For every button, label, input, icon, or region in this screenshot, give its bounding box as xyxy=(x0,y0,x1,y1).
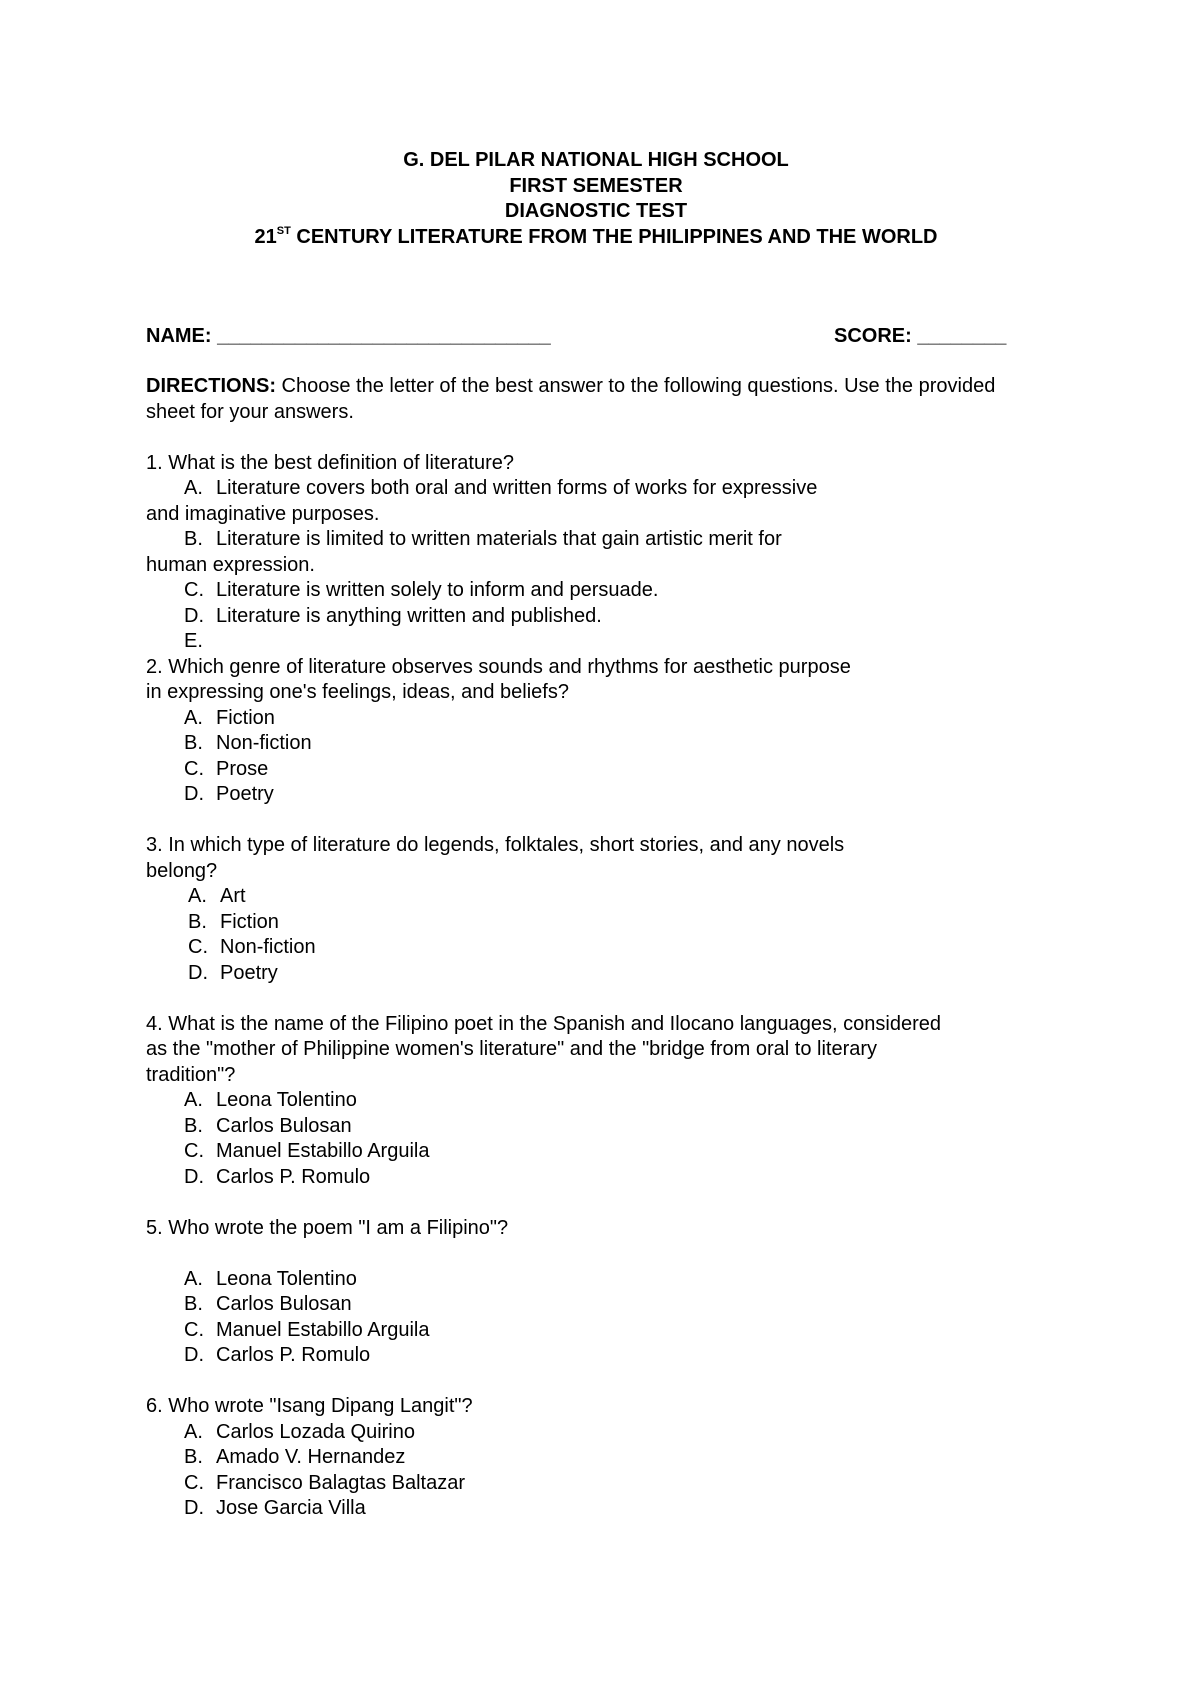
option-b-continuation: human expression. xyxy=(146,553,315,576)
question-text: 1. What is the best definition of literature? xyxy=(146,451,514,474)
score-field[interactable] xyxy=(834,324,1006,350)
name-blank: ______________________________ xyxy=(217,325,551,347)
question-text: 3. In which type of literature do legends, folktales, short stories, and any novels xyxy=(146,834,845,856)
option-c[interactable]: C. Manuel Estabillo Arguila xyxy=(184,1140,430,1162)
question-1 xyxy=(146,451,1046,655)
option-a[interactable]: A. Leona Tolentino xyxy=(184,1267,357,1290)
question-text-continuation: in expressing one's feelings, ideas, and beliefs? xyxy=(146,681,569,703)
option-b[interactable]: B. Non-fiction xyxy=(184,732,312,754)
school-name: G. DEL PILAR NATIONAL HIGH SCHOOL xyxy=(403,149,789,171)
option-b[interactable]: B. Literature is limited to written materials that gain artistic merit for xyxy=(184,528,782,550)
option-c[interactable]: C. Non-fiction xyxy=(188,936,316,958)
option-a[interactable]: A. Leona Tolentino xyxy=(184,1089,357,1111)
subject-rest: CENTURY LITERATURE FROM THE PHILIPPINES AND THE WORLD xyxy=(290,225,938,248)
question-text: 5. Who wrote the poem "I am a Filipino"? xyxy=(146,1216,509,1239)
option-d[interactable]: D. Carlos P. Romulo xyxy=(184,1165,371,1188)
question-text-continuation: belong? xyxy=(146,859,218,882)
option-c[interactable]: C. Manuel Estabillo Arguila xyxy=(184,1318,430,1341)
score-blank: ________ xyxy=(917,325,1007,347)
option-a-continuation: and imaginative purposes. xyxy=(146,502,380,525)
test-title: DIAGNOSTIC TEST xyxy=(504,200,688,222)
option-e[interactable]: E. xyxy=(184,630,203,652)
option-a[interactable]: A. Fiction xyxy=(184,706,275,729)
option-a[interactable]: A. Art xyxy=(188,885,246,907)
score-label: SCORE: xyxy=(834,325,912,347)
option-c[interactable]: C. Literature is written solely to inform and persuade. xyxy=(184,579,659,601)
subject-superscript: ST xyxy=(276,224,291,237)
option-d[interactable]: D. Poetry xyxy=(188,961,278,984)
semester-label: FIRST SEMESTER xyxy=(509,174,683,197)
subject-title xyxy=(146,225,1046,251)
directions-label: DIRECTIONS: xyxy=(146,375,276,397)
option-b[interactable]: B. Carlos Bulosan xyxy=(184,1114,352,1137)
option-d[interactable]: D. Jose Garcia Villa xyxy=(184,1497,366,1519)
name-label: NAME: xyxy=(146,325,212,347)
question-3 xyxy=(146,833,1046,986)
option-c[interactable]: C. Francisco Balagtas Baltazar xyxy=(184,1471,466,1494)
question-text-continuation: as the "mother of Philippine women's literature" and the "bridge from oral to literary xyxy=(146,1038,878,1060)
question-6 xyxy=(146,1394,1046,1522)
question-2 xyxy=(146,655,1046,808)
directions-text: Choose the letter of the best answer to the following questions. Use the provided sheet for your answers. xyxy=(146,375,996,423)
option-a[interactable]: A. Carlos Lozada Quirino xyxy=(184,1420,415,1443)
subject-prefix: 21 xyxy=(254,225,277,248)
option-b[interactable]: B. Carlos Bulosan xyxy=(184,1293,352,1315)
name-score-row xyxy=(146,324,1046,350)
option-d[interactable]: D. Poetry xyxy=(184,783,274,805)
directions xyxy=(146,374,1026,425)
test-page xyxy=(146,148,1046,1522)
question-text: 6. Who wrote "Isang Dipang Langit"? xyxy=(146,1395,473,1417)
question-4 xyxy=(146,1012,1046,1191)
question-text: 4. What is the name of the Filipino poet in the Spanish and Ilocano languages, considered xyxy=(146,1012,941,1035)
option-b[interactable]: B. Amado V. Hernandez xyxy=(184,1446,406,1468)
question-5 xyxy=(146,1216,1046,1369)
question-text-continuation-2: tradition"? xyxy=(146,1063,236,1086)
question-text: 2. Which genre of literature observes sounds and rhythms for aesthetic purpose xyxy=(146,655,851,678)
option-a[interactable]: A. Literature covers both oral and written forms of works for expressive xyxy=(184,477,818,499)
name-field[interactable] xyxy=(146,324,551,350)
option-d[interactable]: D. Literature is anything written and published. xyxy=(184,604,602,627)
document-header xyxy=(146,148,1046,250)
option-d[interactable]: D. Carlos P. Romulo xyxy=(184,1344,371,1366)
option-c[interactable]: C. Prose xyxy=(184,757,269,780)
option-b[interactable]: B. Fiction xyxy=(188,910,279,933)
